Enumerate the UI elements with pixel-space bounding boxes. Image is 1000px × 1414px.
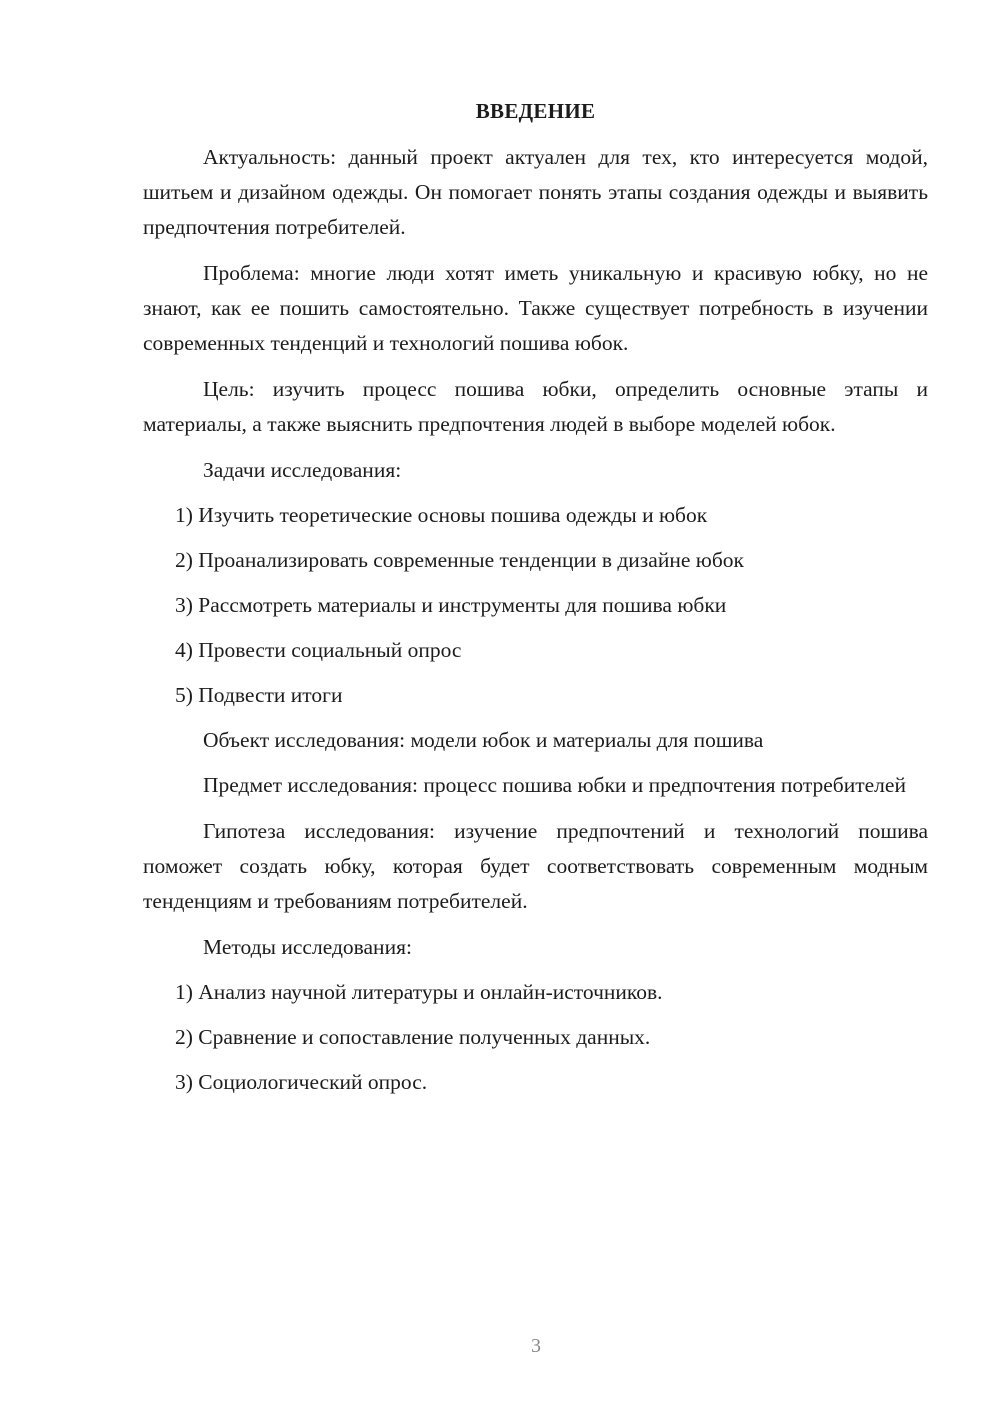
task-item: 3) Рассмотреть материалы и инструменты для пошива юбки: [175, 593, 727, 617]
problem-paragraph: Проблема: многие люди хотят иметь уникальную и красивую юбку, но не знают, как ее пошить самостоятельно. Также существует потребность в изучении современных тенденций и технологий пошива юбок.: [143, 261, 928, 355]
hypothesis-paragraph: Гипотеза исследования: изучение предпочтений и технологий пошива поможет создать юбку, которая будет соответствовать современным модным тенденциям и требованиям потребителей.: [143, 819, 928, 913]
object-paragraph: Объект исследования: модели юбок и материалы для пошива: [203, 728, 764, 752]
section-heading: ВВЕДЕНИЕ: [475, 99, 596, 123]
task-item: 2) Проанализировать современные тенденции в дизайне юбок: [175, 548, 744, 572]
tasks-list: [143, 498, 928, 713]
goal-paragraph: Цель: изучить процесс пошива юбки, определить основные этапы и материалы, а также выяснить предпочтения людей в выборе моделей юбок.: [143, 377, 928, 436]
methods-heading: Методы исследования:: [203, 935, 412, 959]
task-item: 4) Провести социальный опрос: [175, 638, 462, 662]
task-item: 1) Изучить теоретические основы пошива одежды и юбок: [175, 503, 708, 527]
methods-list: [143, 975, 928, 1100]
task-item: 5) Подвести итоги: [175, 683, 343, 707]
method-item: 1) Анализ научной литературы и онлайн-источников.: [175, 980, 663, 1004]
page-number: 3: [531, 1335, 541, 1357]
tasks-heading: Задачи исследования:: [203, 458, 402, 482]
document-page: [143, 96, 928, 1110]
method-item: 2) Сравнение и сопоставление полученных данных.: [175, 1025, 651, 1049]
method-item: 3) Социологический опрос.: [175, 1070, 428, 1094]
subject-paragraph: Предмет исследования: процесс пошива юбки и предпочтения потребителей: [203, 773, 906, 797]
relevance-paragraph: Актуальность: данный проект актуален для тех, кто интересуется модой, шитьем и дизайном одежды. Он помогает понять этапы создания одежды и выявить предпочтения потребителей.: [143, 145, 928, 239]
